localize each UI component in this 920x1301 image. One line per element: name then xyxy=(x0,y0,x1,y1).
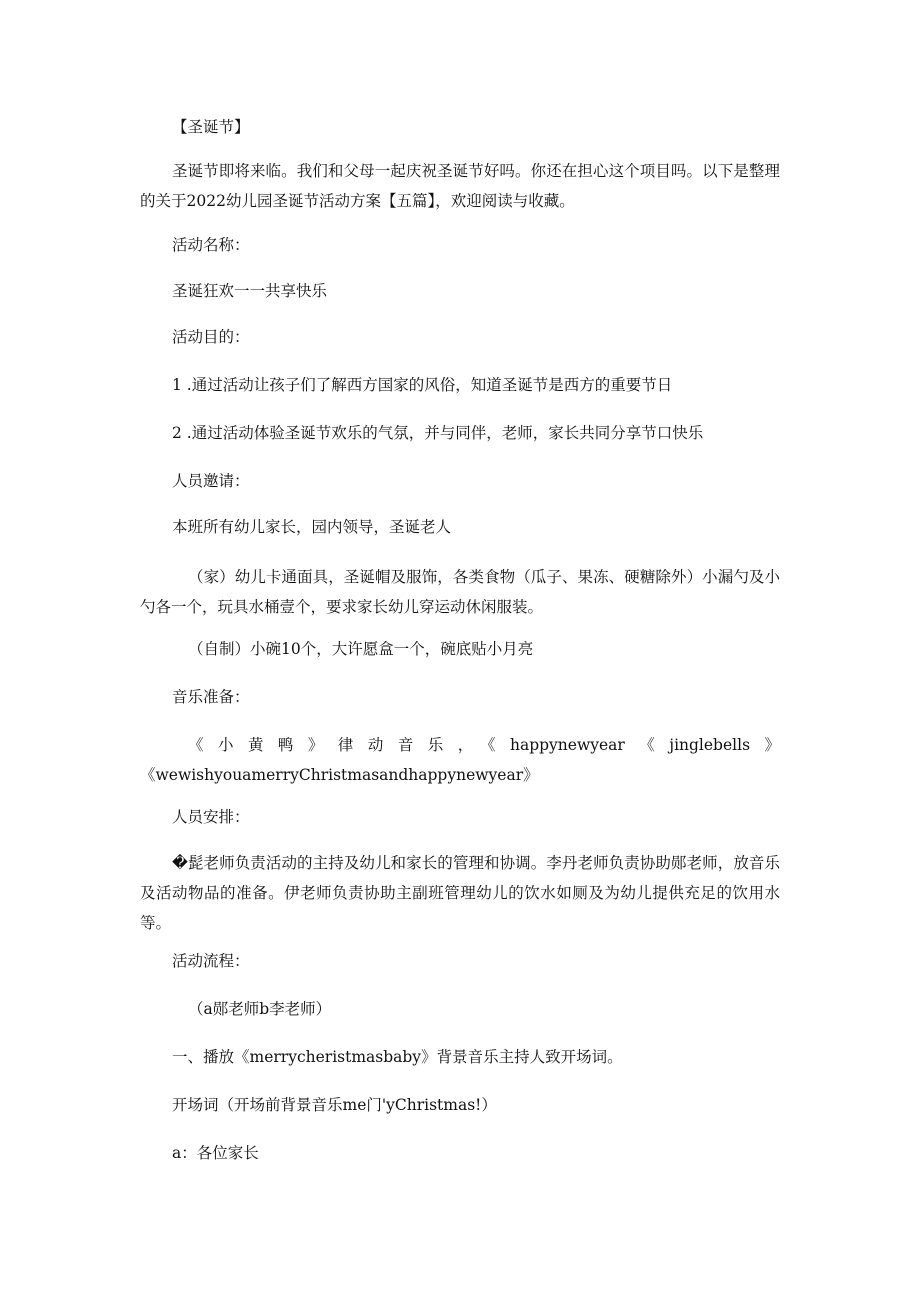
intro-paragraph: 圣诞节即将来临。我们和父母一起庆祝圣诞节好吗。你还在担心这个项目吗。以下是整理的关于2022幼儿园圣诞节活动方案【五篇】，欢迎阅读与收藏。 xyxy=(140,162,780,210)
materials-home: （家）幼儿卡通面具，圣诞帽及服饰，各类食物（瓜子、果冻、硬糖除外）小漏勺及小勺各一个，玩具水桶壹个，要求家长幼儿穿运动休闲服装。 xyxy=(140,568,780,616)
activity-name-label: 活动名称： xyxy=(172,236,250,254)
invite-text: 本班所有幼儿家长，园内领导，圣诞老人 xyxy=(172,518,452,536)
invite-label: 人员邀请： xyxy=(172,472,250,490)
music-text: 《小黄鸭》律动音乐，《happynewyear《jinglebells》《wewishyouamerryChristmasandhappynewyear》 xyxy=(140,736,780,784)
flow-roles: （a郧老师b李老师） xyxy=(188,1000,332,1018)
music-label: 音乐准备： xyxy=(172,688,250,706)
materials-self: （自制）小碗10个，大许愿盒一个，碗底贴小月亮 xyxy=(188,640,534,658)
purpose-item-1: 1 .通过活动让孩子们了解西方国家的风俗，知道圣诞节是西方的重要节日 xyxy=(172,376,673,394)
activity-name: 圣诞狂欢一一共享快乐 xyxy=(172,282,328,300)
flow-label: 活动流程： xyxy=(172,952,250,970)
flow-step-1: 一、播放《merrycheristmasbaby》背景音乐主持人致开场词。 xyxy=(172,1048,623,1066)
opening-label: 开场词（开场前背景音乐me门'yChristmas!） xyxy=(172,1096,497,1114)
document-title: 【圣诞节】 xyxy=(172,118,250,136)
purpose-item-2: 2 .通过活动体验圣诞节欢乐的气氛，并与同伴，老师，家长共同分享节口快乐 xyxy=(172,424,704,442)
staff-label: 人员安排： xyxy=(172,808,250,826)
staff-text: �髭老师负责活动的主持及幼儿和家长的管理和协调。李丹老师负责协助郧老师，放音乐及活动物品的准备。伊老师负责协助主副班管理幼儿的饮水如厕及为幼儿提供充足的饮用水等。 xyxy=(140,854,780,932)
line-a: a：各位家长 xyxy=(172,1144,259,1162)
purpose-label: 活动目的： xyxy=(172,328,250,346)
